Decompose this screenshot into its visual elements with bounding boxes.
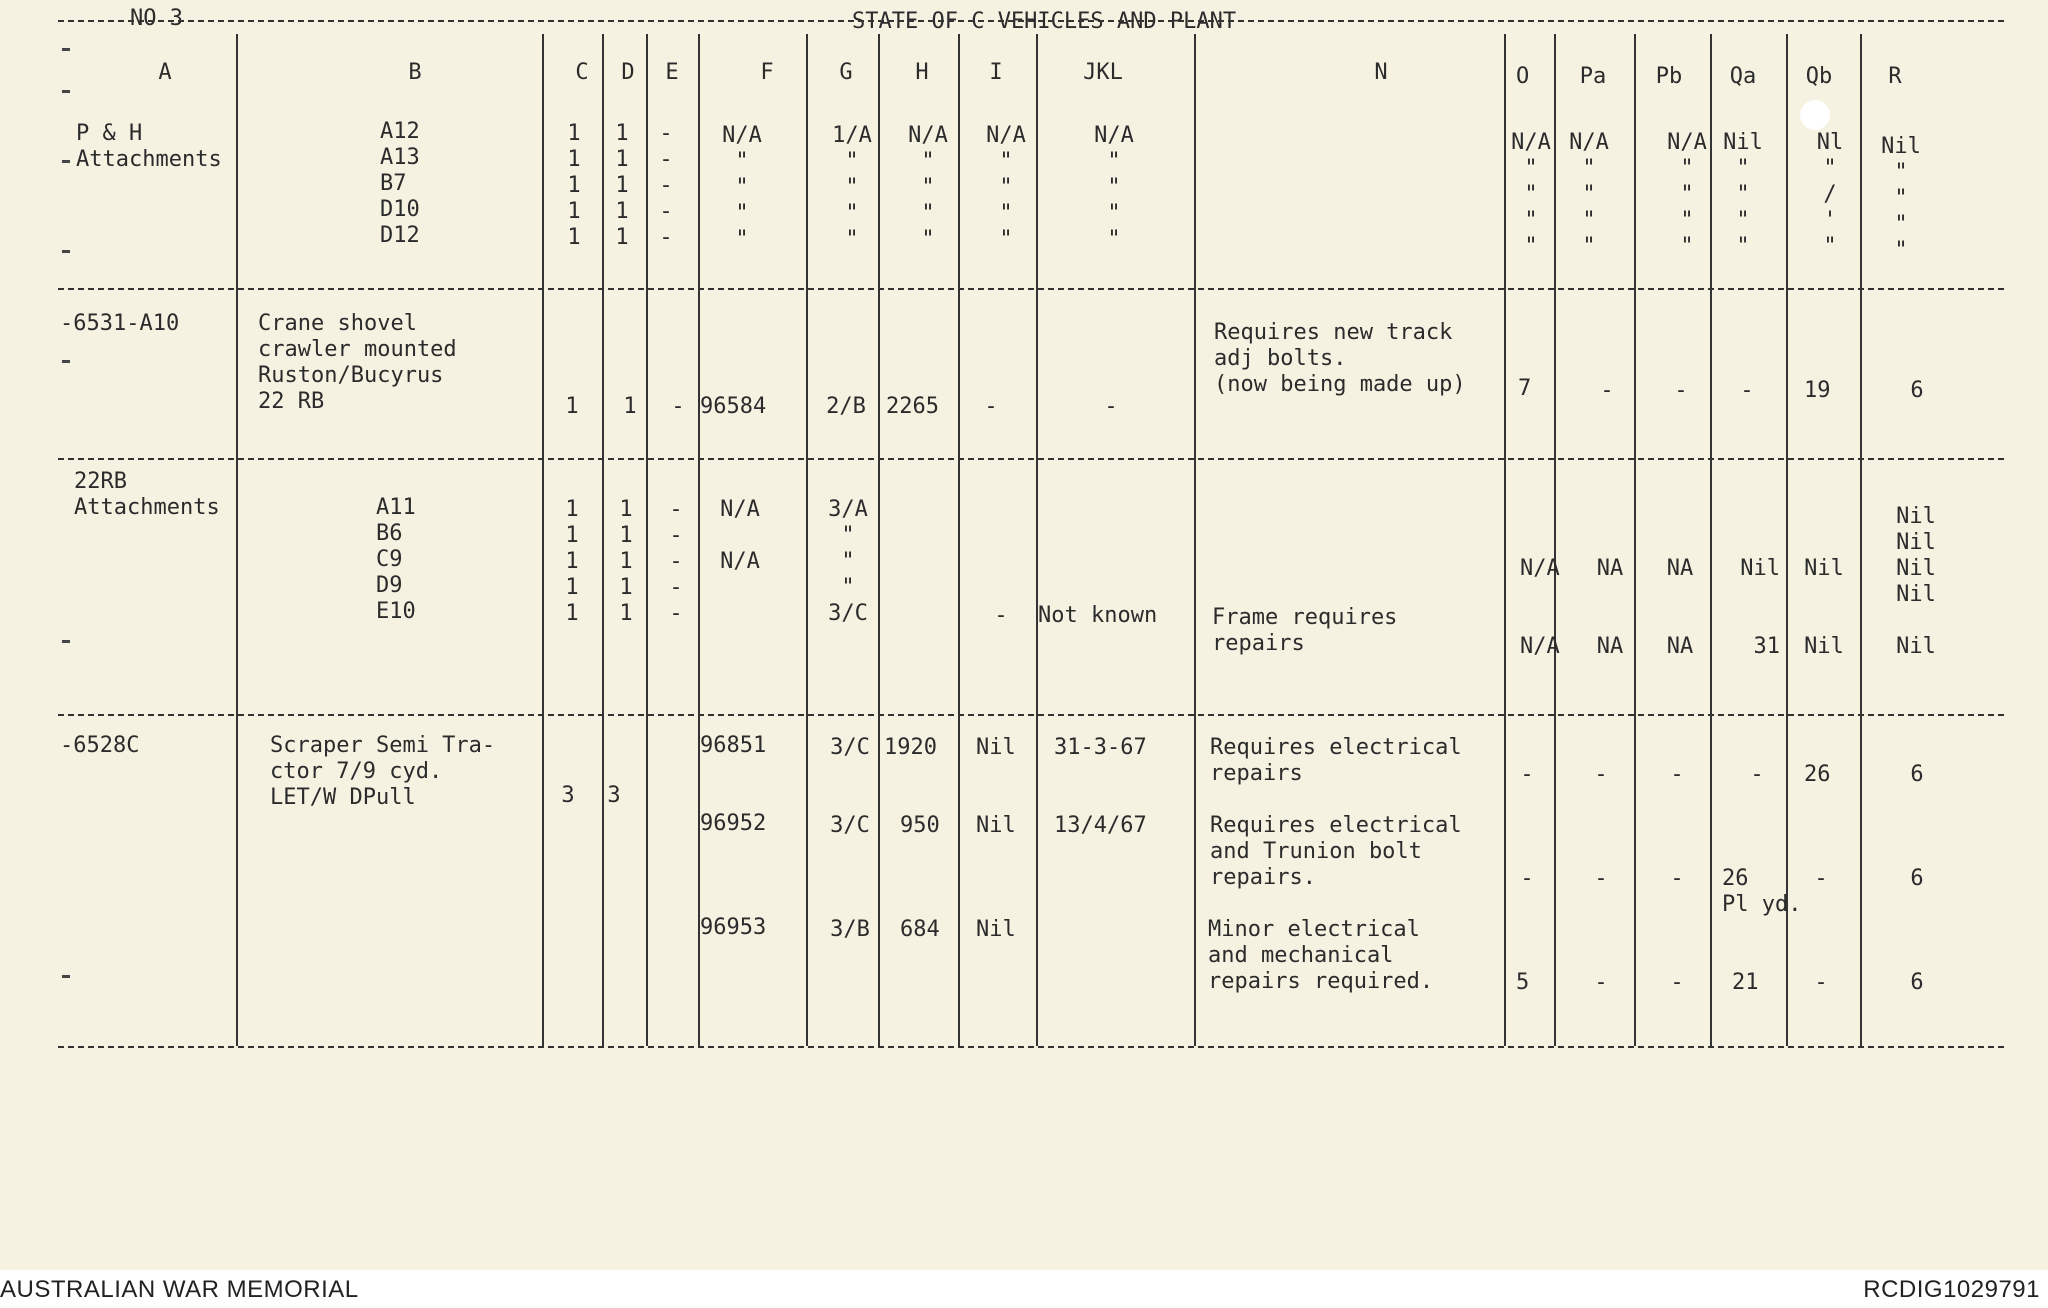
cell-o: N/A " " " " — [1511, 130, 1551, 259]
footer-credit: AUSTRALIAN WAR MEMORIAL — [0, 1276, 359, 1303]
column-header-f: F — [760, 60, 774, 85]
col-rule-b — [542, 34, 544, 1046]
cell-n: Minor electrical and mechanical repairs required. — [1208, 917, 1434, 994]
column-header-qb: Qb — [1805, 64, 1833, 89]
cell-g: 3/C — [830, 813, 870, 838]
cell-c: 3 — [561, 783, 575, 808]
cell-qb: - — [1814, 866, 1828, 891]
cell-jkl: 13/4/67 — [1054, 813, 1147, 838]
column-header-b: B — [408, 60, 422, 85]
cell-qa: 26 Pl yd. — [1722, 866, 1802, 917]
cell-h: 684 — [900, 917, 940, 942]
cell-a: 22RB Attachments — [74, 469, 220, 520]
margin-tick — [62, 975, 70, 978]
column-header-c: C — [575, 60, 589, 85]
cell-f: N/A " " " " — [722, 123, 762, 252]
document-title: STATE OF C VEHICLES AND PLANT — [852, 9, 1237, 34]
cell-n: Requires new track adj bolts. (now being made up) — [1214, 320, 1466, 397]
cell-pb: - — [1670, 970, 1684, 995]
cell-pa: NA NA — [1596, 556, 1624, 659]
cell-r: Nil " " " " — [1881, 134, 1921, 263]
cell-i: - — [994, 603, 1008, 628]
cell-e: - — [671, 394, 685, 419]
cell-jkl: 31-3-67 — [1054, 735, 1147, 760]
cell-qb: 19 — [1804, 378, 1831, 403]
margin-tick — [62, 250, 70, 253]
cell-qb: - — [1814, 970, 1828, 995]
cell-a: -6528C — [60, 733, 140, 758]
cell-qa: Nil 31 — [1740, 556, 1780, 659]
cell-g: 2/B — [826, 394, 866, 419]
margin-tick — [62, 360, 70, 363]
cell-e: - - - - - — [669, 497, 683, 626]
cell-pa: N/A " " " " — [1569, 130, 1609, 259]
cell-pb: - — [1670, 762, 1684, 787]
cell-b: Crane shovel crawler mounted Ruston/Bucyrus 22 RB — [258, 311, 457, 414]
bottom-rule — [58, 1046, 2004, 1048]
cell-r: Nil Nil Nil Nil Nil — [1896, 504, 1936, 659]
col-rule-c — [602, 34, 604, 1046]
cell-a: -6531-A10 — [60, 311, 180, 336]
col-rule-h — [958, 34, 960, 1046]
margin-tick — [62, 48, 70, 51]
cell-r: 6 — [1910, 378, 1924, 403]
column-header-a: A — [158, 60, 172, 85]
cell-o: 7 — [1518, 376, 1532, 401]
row-divider-3 — [58, 714, 2004, 716]
column-header-h: H — [915, 60, 929, 85]
cell-r: 6 — [1910, 970, 1924, 995]
col-rule-a — [236, 34, 238, 1046]
cell-qb: 26 — [1804, 762, 1831, 787]
cell-qb: Nil Nil — [1804, 556, 1844, 659]
cell-i: Nil — [976, 917, 1016, 942]
cell-a: P & H Attachments — [76, 121, 222, 172]
cell-h: 2265 — [886, 394, 939, 419]
cell-qa: - — [1750, 762, 1764, 787]
cell-c: 1 1 1 1 1 — [565, 497, 579, 626]
cell-i: - — [984, 394, 998, 419]
cell-jkl: N/A " " " " — [1094, 123, 1134, 252]
cell-pa: - — [1594, 762, 1608, 787]
column-header-r: R — [1888, 64, 1902, 89]
margin-tick — [62, 90, 70, 93]
cell-o: 5 — [1516, 970, 1530, 995]
cell-jkl: Not known — [1038, 603, 1158, 628]
cell-n: Frame requires repairs — [1212, 605, 1398, 656]
column-header-n: N — [1374, 60, 1388, 85]
cell-pb: NA NA — [1666, 556, 1694, 659]
column-header-qa: Qa — [1729, 64, 1757, 89]
cell-d: 3 — [607, 783, 621, 808]
footer-identifier: RCDIG1029791 — [1863, 1276, 2040, 1303]
column-header-pb: Pb — [1655, 64, 1683, 89]
cell-o: - — [1520, 866, 1534, 891]
cell-f: 96952 — [700, 811, 767, 836]
cell-o: - — [1520, 762, 1534, 787]
cell-o: N/A N/A — [1520, 556, 1560, 659]
cell-c: 1 1 1 1 1 — [567, 121, 581, 250]
cell-qa: 21 — [1732, 970, 1759, 995]
cell-pa: - — [1594, 970, 1608, 995]
cell-i: N/A " " " " — [986, 123, 1026, 252]
cell-qa: - — [1740, 378, 1754, 403]
column-header-pa: Pa — [1579, 64, 1607, 89]
column-header-i: I — [989, 60, 1003, 85]
cell-r: 6 — [1910, 866, 1924, 891]
cell-pb: - — [1674, 378, 1688, 403]
cell-b: Scraper Semi Tra- ctor 7/9 cyd. LET/W DPull — [270, 733, 496, 810]
cell-i: Nil — [976, 813, 1016, 838]
cell-c: 1 — [565, 394, 579, 419]
column-header-g: G — [839, 60, 853, 85]
cell-pb: N/A " " " " — [1667, 130, 1707, 259]
cell-h: 1920 — [884, 735, 937, 760]
col-rule-f — [806, 34, 808, 1046]
margin-tick — [62, 160, 70, 163]
cell-g: 3/C — [830, 735, 870, 760]
cell-b: A11 B6 C9 D9 E10 — [376, 495, 416, 624]
column-header-o: O — [1516, 64, 1530, 89]
col-rule-d — [646, 34, 648, 1046]
cell-r: 6 — [1910, 762, 1924, 787]
top-rule — [58, 20, 2004, 22]
cell-g: 3/B — [830, 917, 870, 942]
cell-qa: Nil " " " " — [1723, 130, 1763, 259]
row-divider-1 — [58, 288, 2004, 290]
margin-tick — [62, 640, 70, 643]
col-rule-e — [698, 34, 700, 1046]
cell-b: A12 A13 B7 D10 D12 — [380, 119, 420, 248]
cell-d: 1 — [623, 394, 637, 419]
cell-h: N/A " " " " — [908, 123, 948, 252]
cell-i: Nil — [976, 735, 1016, 760]
column-header-d: D — [621, 60, 635, 85]
cell-f: 96584 — [700, 394, 767, 419]
cell-f: 96953 — [700, 915, 767, 940]
col-rule-i — [1036, 34, 1038, 1046]
cell-g: 3/A " " " 3/C — [828, 497, 868, 626]
column-header-e: E — [665, 60, 679, 85]
col-rule-qb — [1860, 34, 1862, 1046]
cell-h: 950 — [900, 813, 940, 838]
cell-e: - - - - - — [659, 121, 673, 250]
column-header-jkl: JKL — [1083, 60, 1123, 85]
cell-qb: Nl " / ' " — [1816, 130, 1844, 259]
row-divider-2 — [58, 458, 2004, 460]
cell-jkl: - — [1104, 394, 1118, 419]
cell-n: Requires electrical and Trunion bolt repairs. — [1210, 813, 1462, 890]
cell-f: N/A N/A — [720, 497, 760, 574]
cell-g: 1/A " " " " — [832, 123, 872, 252]
cell-pa: - — [1594, 866, 1608, 891]
col-rule-jkl — [1194, 34, 1196, 1046]
cell-d: 1 1 1 1 1 — [619, 497, 633, 626]
page-number: NO 3 — [130, 6, 183, 31]
cell-n: Requires electrical repairs — [1210, 735, 1462, 786]
cell-pb: - — [1670, 866, 1684, 891]
cell-d: 1 1 1 1 1 — [615, 121, 629, 250]
col-rule-pa — [1634, 34, 1636, 1046]
punch-hole — [1800, 100, 1830, 130]
cell-pa: - — [1600, 378, 1614, 403]
cell-f: 96851 — [700, 733, 767, 758]
